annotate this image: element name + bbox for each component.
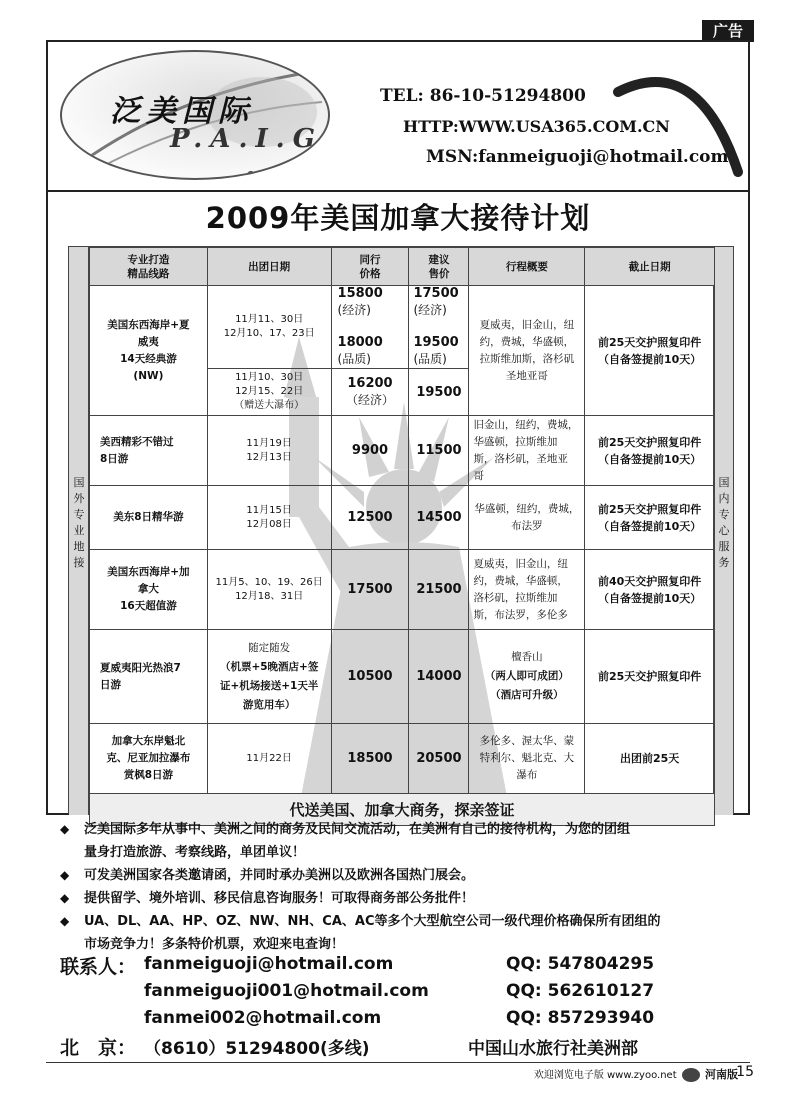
ad-tag: 广告 — [702, 20, 754, 42]
contact-email[interactable]: fanmeiguoji001@hotmail.com — [144, 981, 429, 1001]
visa-service-text: 代送美国、加拿大商务，探亲签证 — [90, 794, 715, 826]
service-bullets — [60, 818, 760, 956]
table-row — [90, 416, 715, 486]
leaf-icon — [682, 1068, 700, 1082]
retail-price-cell: 17500 (经济) 19500 (品质) — [409, 286, 469, 369]
footer — [534, 1066, 738, 1082]
deadline-cell: 出团前25天 — [585, 724, 715, 794]
route-cell: 美国东西海岸+加 拿大 16天超值游 — [90, 550, 208, 630]
deadline-cell: 前25天交护照复印件 （自备签提前10天） — [585, 286, 715, 416]
header-retail-price: 建议 售价 — [409, 248, 469, 286]
side-text-left: 国外专业地接 — [73, 476, 85, 569]
itinerary-cell: 旧金山，纽约，费城， 华盛顿，拉斯维加 斯，洛杉矶，圣地亚 哥 — [469, 416, 585, 486]
header-itinerary: 行程概要 — [469, 248, 585, 286]
route-cell: 夏威夷阳光热浪7 日游 — [90, 630, 208, 724]
side-label-right — [713, 247, 733, 815]
header-route: 专业打造 精品线路 — [90, 248, 208, 286]
table-row — [90, 286, 715, 369]
dates-cell: 11月10、30日 12月15、22日 （赠送大瀑布） — [207, 369, 331, 416]
retail-price-cell: 11500 — [409, 416, 469, 486]
itinerary-cell: 夏威夷，旧金山，纽 约，费城，华盛顿， 洛杉矶，拉斯维加 斯，布法罗，多伦多 — [469, 550, 585, 630]
route-cell: 美国东西海岸+夏 威夷 14天经典游 (NW) — [90, 286, 208, 416]
contact-email[interactable]: fanmei002@hotmail.com — [144, 1008, 382, 1028]
qq-number: QQ: 562610127 — [506, 981, 655, 1001]
dates-cell: 11月5、10、19、26日 12月18、31日 — [207, 550, 331, 630]
header-dates: 出团日期 — [207, 248, 331, 286]
deadline-cell: 前25天交护照复印件 （自备签提前10天） — [585, 416, 715, 486]
retail-price-cell: 21500 — [409, 550, 469, 630]
msn-contact: MSN:fanmeiguoji@hotmail.com — [426, 147, 729, 167]
trade-price-cell: 15800 (经济) 18000 (品质) — [331, 286, 409, 369]
header-trade-price: 同行 价格 — [331, 248, 409, 286]
itinerary-cell: 多伦多、渥太华、蒙 特利尔、魁北克、大 瀑布 — [469, 724, 585, 794]
itinerary-cell: 檀香山 （两人即可成团） （酒店可升级） — [469, 630, 585, 724]
bullet-item: ◆ UA、DL、AA、HP、OZ、NW、NH、CA、AC等多个大型航空公司一级代理价格确保所有团组的 市场竞争力！多条特价机票，欢迎来电查询！ — [60, 910, 760, 956]
table-row — [90, 630, 715, 724]
logo-dots — [247, 164, 283, 180]
tour-table-wrap — [68, 246, 734, 819]
table-row — [90, 486, 715, 550]
deadline-cell: 前25天交护照复印件 （自备签提前10天） — [585, 486, 715, 550]
logo — [60, 50, 330, 180]
dates-cell: 11月11、30日 12月10、17、23日 — [207, 286, 331, 369]
bullet-item: ◆ 提供留学、境外培训、移民信息咨询服务！可取得商务部公务批件！ — [60, 887, 760, 910]
telephone: TEL: 86-10-51294800 — [380, 86, 586, 106]
footer-edition: 河南版 — [705, 1068, 738, 1081]
qq-number: QQ: 547804295 — [506, 954, 655, 974]
route-cell: 美东8日精华游 — [90, 486, 208, 550]
header-deadline: 截止日期 — [585, 248, 715, 286]
retail-price-cell: 20500 — [409, 724, 469, 794]
footer-text: 欢迎浏览电子版 www.zyoo.net — [533, 1070, 677, 1081]
dates-cell: 11月22日 — [207, 724, 331, 794]
trade-price-cell: 9900 — [331, 416, 409, 486]
trade-price-cell: 12500 — [331, 486, 409, 550]
trade-price-cell: 18500 — [331, 724, 409, 794]
contact-label: 联系人： — [60, 956, 137, 978]
logo-chinese-name: 泛美国际 — [110, 94, 254, 129]
deadline-cell: 前25天交护照复印件 — [585, 630, 715, 724]
tour-table — [89, 247, 715, 826]
table-row — [90, 550, 715, 630]
footer-divider — [46, 1062, 750, 1063]
dates-cell: 随定随发 （机票+5晚酒店+签 证+机场接送+1天半 游览用车） — [207, 630, 331, 724]
header — [48, 42, 748, 192]
dates-cell: 11月19日 12月13日 — [207, 416, 331, 486]
itinerary-cell: 夏威夷，旧金山，纽 约，费城，华盛顿， 拉斯维加斯，洛杉矶 圣地亚哥 — [469, 286, 585, 416]
retail-price-cell: 14000 — [409, 630, 469, 724]
logo-english-name: P.A.I.G — [170, 124, 323, 154]
agency-name: 中国山水旅行社美洲部 — [468, 1039, 638, 1059]
page-number: 15 — [736, 1064, 754, 1080]
route-cell: 美西精彩不错过 8日游 — [90, 416, 208, 486]
trade-price-cell: 17500 — [331, 550, 409, 630]
trade-price-cell: 16200 （经济） — [331, 369, 409, 416]
deadline-cell: 前40天交护照复印件 （自备签提前10天） — [585, 550, 715, 630]
dates-cell: 11月15日 12月08日 — [207, 486, 331, 550]
beijing-label: 北 京： — [60, 1037, 137, 1059]
contact-email[interactable]: fanmeiguoji@hotmail.com — [144, 954, 394, 974]
ad-frame — [46, 40, 750, 819]
trade-price-cell: 10500 — [331, 630, 409, 724]
bullet-item: ◆ 泛美国际多年从事中、美洲之间的商务及民间交流活动，在美洲有自己的接待机构，为您的团组 量身打造旅游、考察线路，单团单议！ — [60, 818, 760, 864]
page-title: 2009年美国加拿大接待计划 — [205, 201, 591, 235]
route-cell: 加拿大东岸魁北 克、尼亚加拉瀑布 赏枫8日游 — [90, 724, 208, 794]
itinerary-cell: 华盛顿，纽约，费城， 布法罗 — [469, 486, 585, 550]
qq-number: QQ: 857293940 — [506, 1008, 655, 1028]
retail-price-cell: 19500 — [409, 369, 469, 416]
side-text-right: 国内专心服务 — [718, 476, 730, 569]
table-row — [90, 724, 715, 794]
table-header-row — [90, 248, 715, 286]
retail-price-cell: 14500 — [409, 486, 469, 550]
side-label-left — [69, 247, 89, 815]
bullet-item: ◆ 可发美洲国家各类邀请函，并同时承办美洲以及欧洲各国热门展会。 — [60, 864, 760, 887]
website-url[interactable]: HTTP:WWW.USA365.COM.CN — [403, 117, 670, 136]
beijing-phone: （8610）51294800(多线) — [144, 1039, 370, 1059]
